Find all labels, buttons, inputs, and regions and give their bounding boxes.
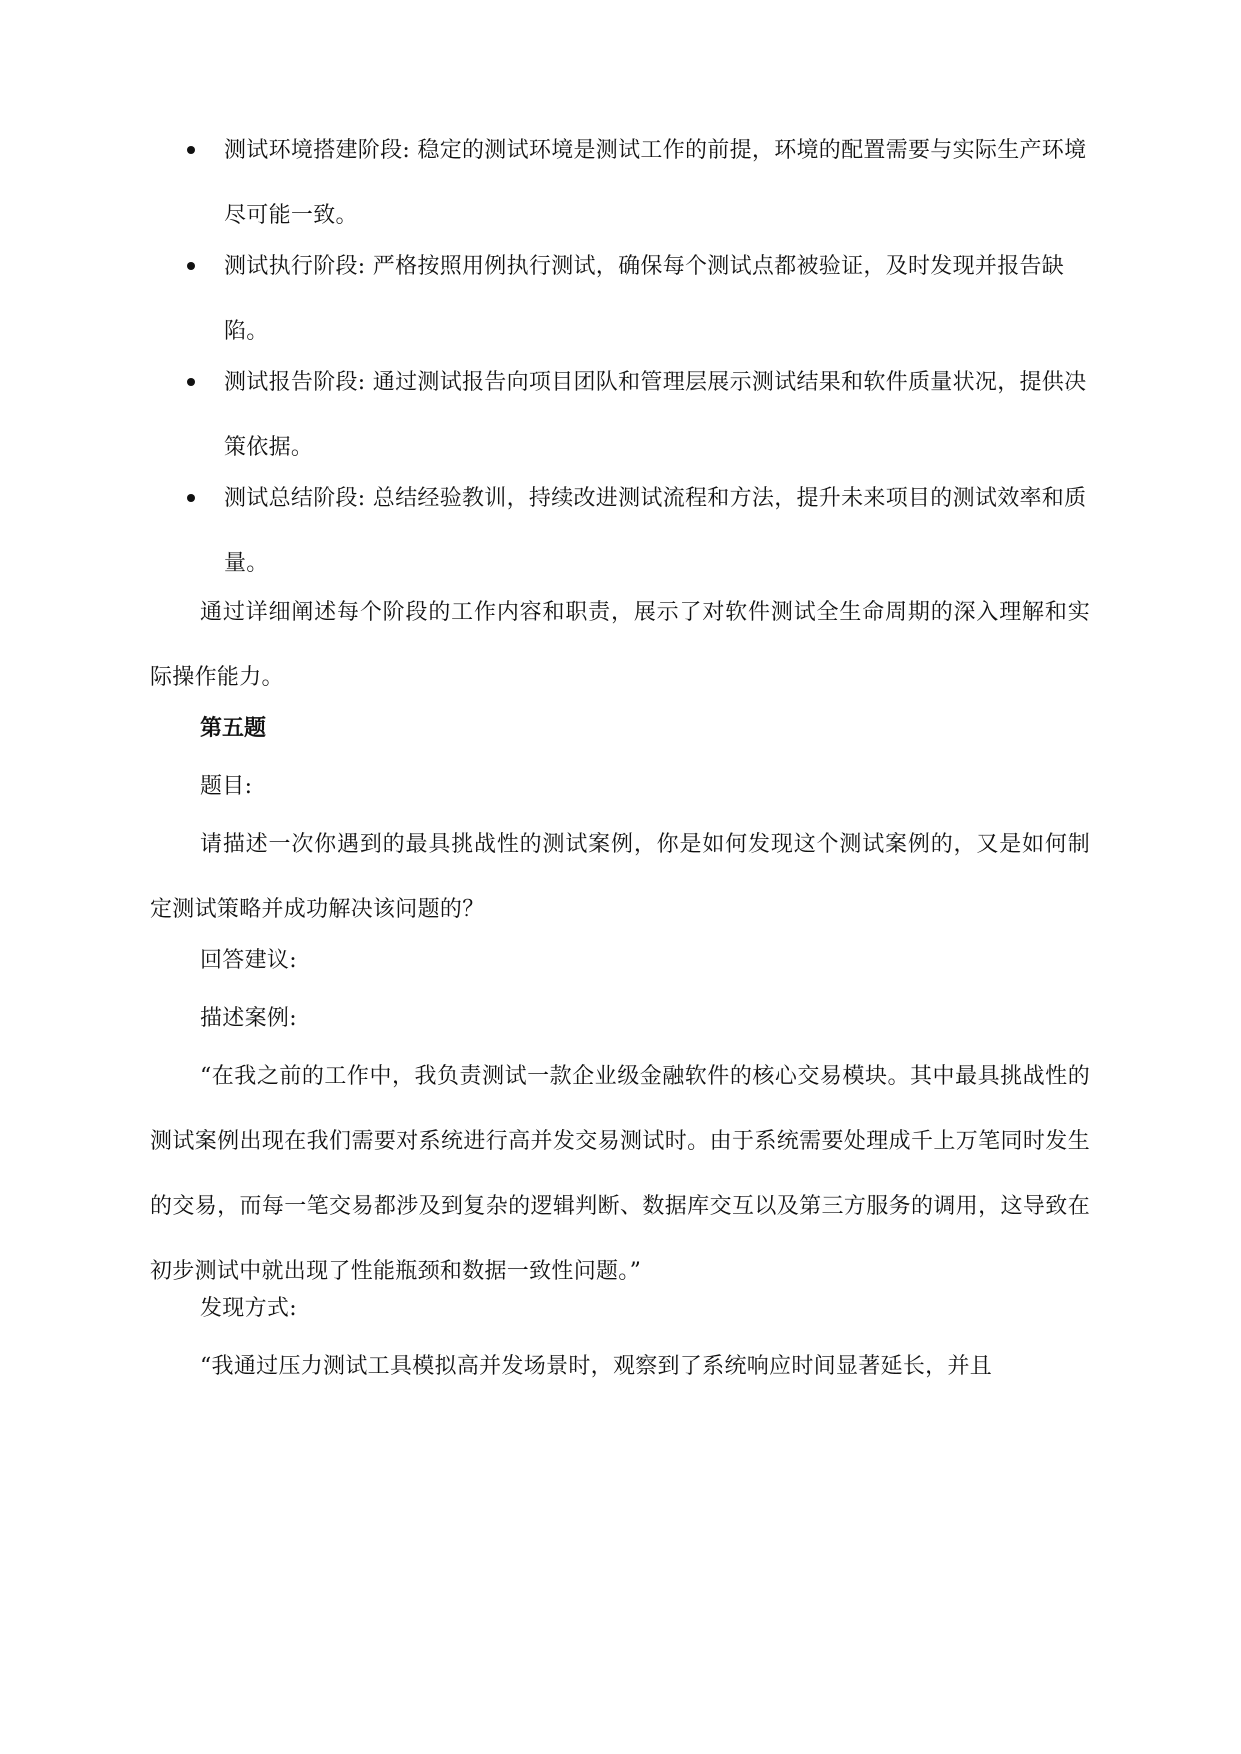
discovery-text: “我通过压力测试工具模拟高并发场景时，观察到了系统响应时间显著延长，并且 (200, 1354, 993, 1379)
bullet-dot-icon (187, 262, 195, 270)
case-text: “在我之前的工作中，我负责测试一款企业级金融软件的核心交易模块。其中最具挑战性的测试案例出现在我们需要对系统进行高并发交易测试时。由于系统需要处理成千上万笔同时发生的交易，而每一笔交易都涉及到复杂的逻辑判断、数据库交互以及第三方服务的调用，这导致在初步测试中就出现了性能瓶颈和数据一致性问题。” (150, 1064, 1090, 1284)
bullet-dot-icon (187, 494, 195, 502)
bullet-text: 测试总结阶段: 总结经验教训，持续改进测试流程和方法，提升未来项目的测试效率和质量。 (224, 486, 1087, 576)
bullet-text: 测试环境搭建阶段: 稳定的测试环境是测试工作的前提，环境的配置需要与实际生产环境尽可能一致。 (224, 138, 1087, 228)
question-text: 请描述一次你遇到的最具挑战性的测试案例，你是如何发现这个测试案例的，又是如何制定测试策略并成功解决该问题的？ (150, 832, 1090, 922)
bullet-text: 测试执行阶段: 严格按照用例执行测试，确保每个测试点都被验证，及时发现并报告缺陷。 (224, 254, 1065, 344)
bullet-text: 测试报告阶段: 通过测试报告向项目团队和管理层展示测试结果和软件质量状况，提供决策依据。 (224, 370, 1087, 460)
bullet-dot-icon (187, 378, 195, 386)
summary-paragraph: 通过详细阐述每个阶段的工作内容和职责，展示了对软件测试全生命周期的深入理解和实际操作能力。 (150, 600, 1090, 690)
section-heading: 第五题 (200, 716, 267, 741)
bullet-dot-icon (187, 146, 195, 154)
answer-label: 回答建议: (200, 948, 297, 973)
question-label: 题目: (200, 774, 253, 799)
case-label: 描述案例: (200, 1006, 297, 1031)
discovery-label: 发现方式: (200, 1296, 297, 1321)
